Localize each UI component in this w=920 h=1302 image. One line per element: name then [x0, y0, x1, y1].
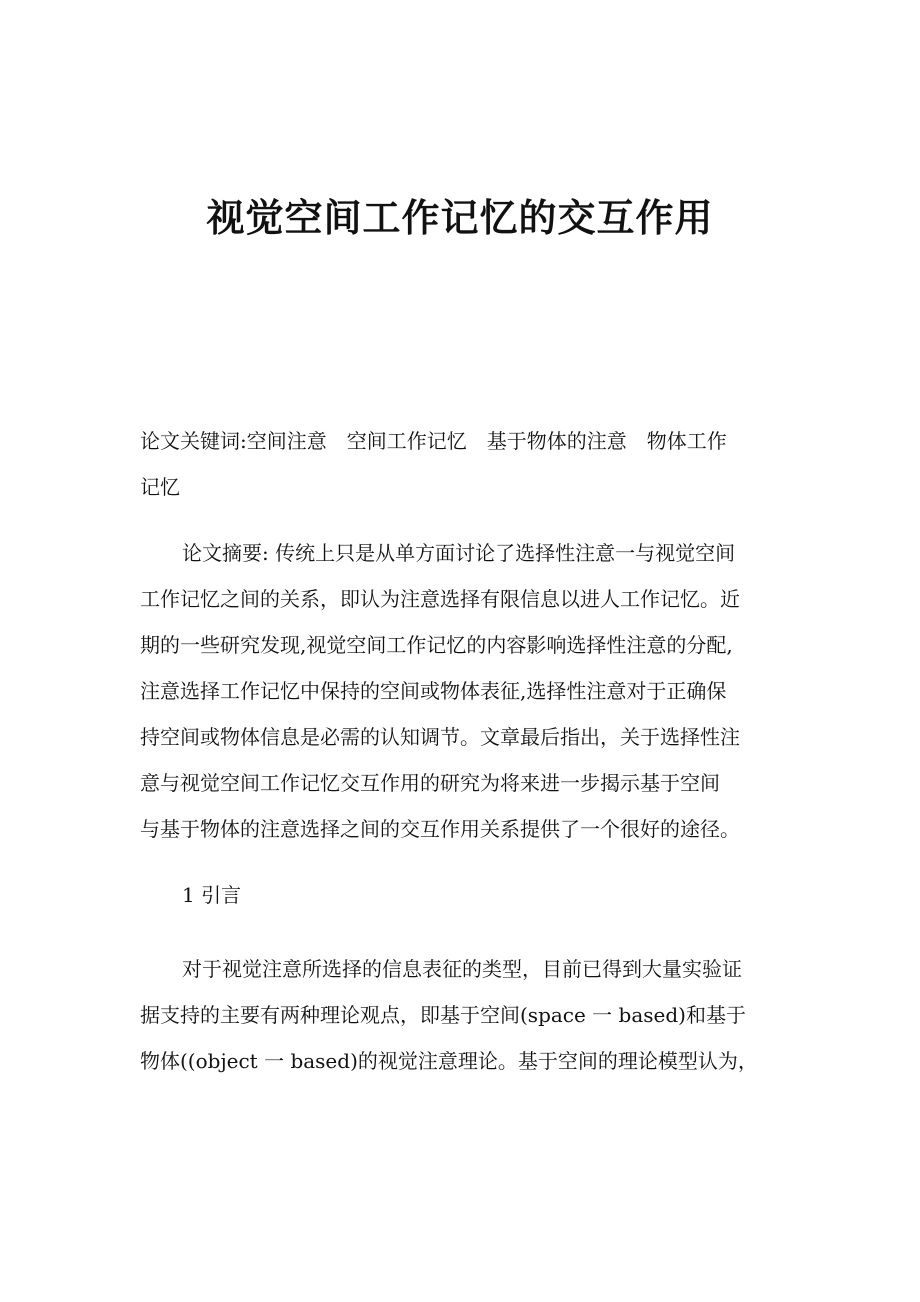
- abstract-paragraph: [140, 530, 790, 852]
- intro-line: 据支持的主要有两种理论观点，即基于空间(space 一 based)和基于: [140, 1003, 746, 1027]
- section-heading-text: 1 引言: [182, 883, 242, 907]
- document-body: [140, 418, 790, 1084]
- abstract-line: 期的一些研究发现,视觉空间工作记忆的内容影响选择性注意的分配,: [140, 633, 733, 657]
- abstract-line: 与基于物体的注意选择之间的交互作用关系提供了一个很好的途径。: [140, 817, 740, 841]
- abstract-line: 持空间或物体信息是必需的认知调节。文章最后指出，关于选择性注: [140, 725, 740, 749]
- keywords-line: 记忆: [140, 475, 180, 499]
- document-title: 视觉空间工作记忆的交互作用: [206, 195, 714, 240]
- section-heading: [140, 872, 790, 918]
- abstract-line: 注意选择工作记忆中保持的空间或物体表征,选择性注意对于正确保: [140, 679, 727, 703]
- abstract-line: 意与视觉空间工作记忆交互作用的研究为将来进一步揭示基于空间: [140, 771, 720, 795]
- intro-paragraph: [140, 946, 790, 1084]
- abstract-line: 工作记忆之间的关系，即认为注意选择有限信息以进人工作记忆。近: [140, 587, 740, 611]
- intro-line: 物体((object 一 based)的视觉注意理论。基于空间的理论模型认为，: [140, 1049, 758, 1073]
- intro-line: 对于视觉注意所选择的信息表征的类型，目前已得到大量实验证: [182, 957, 742, 981]
- keywords-paragraph: [140, 418, 790, 510]
- keywords-line: 论文关键词:空间注意 空间工作记忆 基于物体的注意 物体工作: [140, 429, 727, 453]
- abstract-line: 论文摘要: 传统上只是从单方面讨论了选择性注意一与视觉空间: [182, 541, 736, 565]
